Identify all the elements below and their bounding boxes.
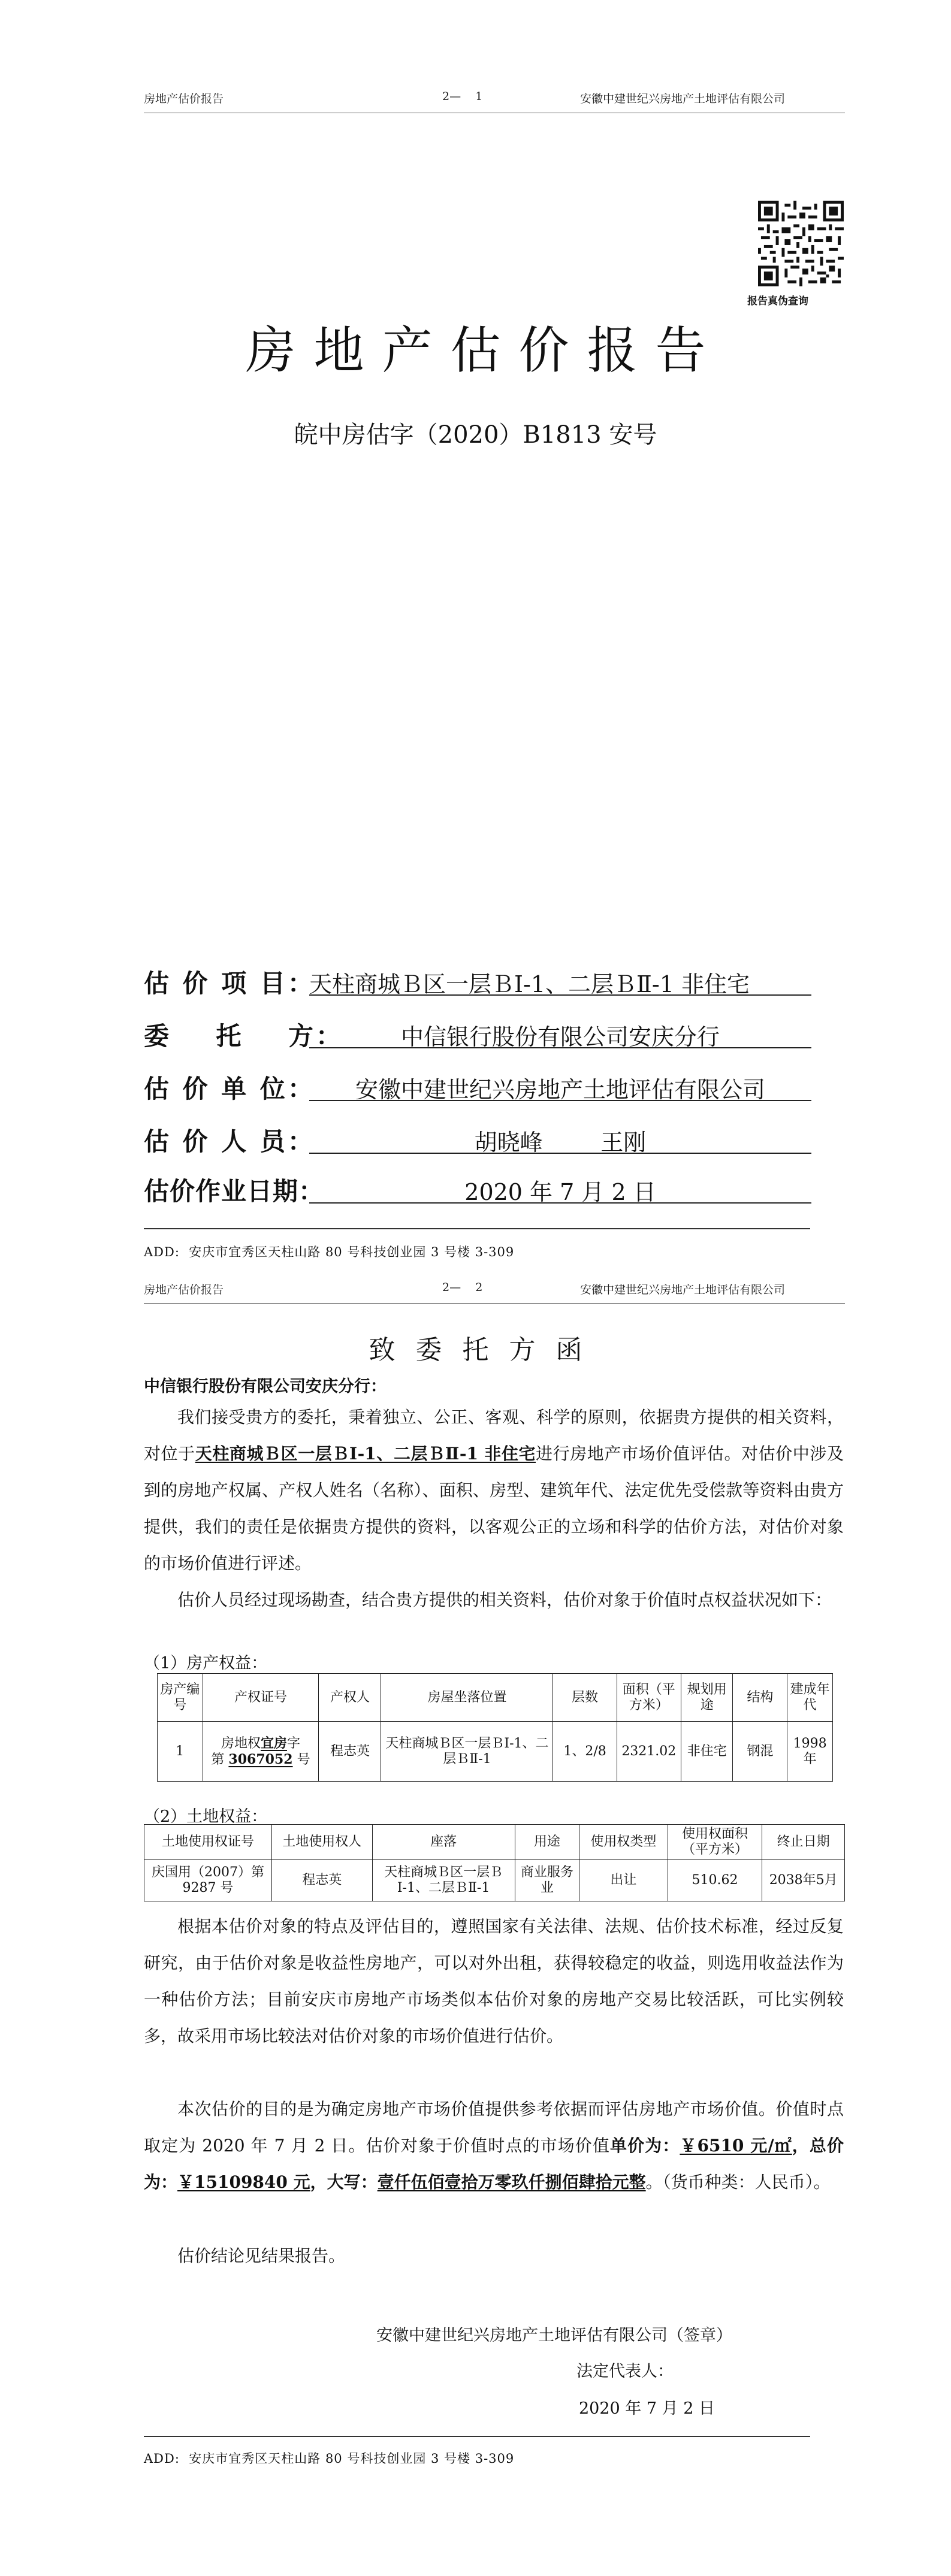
page2-header-rule (144, 1303, 845, 1304)
date-value: 2020 年 7 月 2 日 (464, 1179, 656, 1205)
land-cert: 庆国用（2007）第 9287 号 (144, 1860, 272, 1901)
letter-salutation: 中信银行股份有限公司安庆分行： (144, 1377, 387, 1396)
letter-paragraph-2: 估价人员经过现场勘查，结合贵方提供的相关资料，估价对象于价值时点权益状况如下： (177, 1590, 832, 1610)
land-holder: 程志英 (271, 1860, 372, 1901)
house-structure: 钢混 (733, 1722, 787, 1782)
page2-header-page: 2— 2 (442, 1281, 483, 1294)
house-no: 1 (158, 1722, 203, 1782)
land-location: 天柱商城Ｂ区一层ＢⅠ-1、二层ＢⅡ-1 (372, 1860, 515, 1901)
client-value: 中信银行股份有限公司安庆分行 (400, 1024, 720, 1050)
land-header-cell: 土地使用权证号 (144, 1825, 272, 1860)
p4-text-h: 。（货币种类：人民币）。 (645, 2172, 831, 2192)
report-number: 皖中房估字（2020）B1813 安号 (294, 421, 657, 449)
page1-header-right: 安徽中建世纪兴房地产土地评估有限公司 (580, 92, 786, 105)
house-cert: 房地权宜房字 第 3067052 号 (203, 1722, 319, 1782)
p1-property-name: 天柱商城Ｂ区一层ＢⅠ-1、二层ＢⅡ-1 非住宅 (195, 1444, 536, 1464)
p4-total-label: ，总价为： (144, 2136, 844, 2192)
house-location: 天柱商城Ｂ区一层ＢⅠ-1、二层ＢⅡ-1 (381, 1722, 553, 1782)
appraiser-value: 胡晓峰 王刚 (474, 1129, 647, 1156)
land-header-cell: 终止日期 (762, 1825, 845, 1860)
letter-paragraph-5: 估价结论见结果报告。 (177, 2246, 346, 2266)
client-underline (309, 1047, 811, 1048)
house-header-cell: 房屋坐落位置 (381, 1674, 553, 1722)
house-header-cell: 房产编号 (158, 1674, 203, 1722)
letter-paragraph-4 (144, 2091, 844, 2200)
land-type: 出让 (579, 1860, 668, 1901)
p4-text-a: 本次估价的目的是为确定房地产市场价值提供参考依据而评估房地产市场价值。价值时点取定为 2020 年 7 月 2 日。估价对象于价值时点的市场价值 (144, 2099, 844, 2155)
house-header-cell: 建成年代 (787, 1674, 833, 1722)
qr-caption: 报告真伪查询 (747, 295, 808, 307)
unit-underline (309, 1100, 811, 1101)
house-rights-label: （1）房产权益： (144, 1654, 268, 1673)
date-underline (309, 1202, 811, 1204)
page1-header-left: 房地产估价报告 (144, 92, 224, 105)
page2-header-left: 房地产估价报告 (144, 1283, 224, 1296)
house-header-cell: 规划用途 (681, 1674, 733, 1722)
house-owner: 程志英 (319, 1722, 381, 1782)
letter-paragraph-1 (144, 1399, 844, 1582)
client-label: 委 托 方： (144, 1021, 343, 1051)
land-rights-label: （2）土地权益： (144, 1807, 268, 1826)
page2-header-right: 安徽中建世纪兴房地产土地评估有限公司 (580, 1283, 786, 1296)
page2-footer-rule (144, 2436, 810, 2437)
total-price-capital: 壹仟伍佰壹拾万零玖仟捌佰肆拾元整 (377, 2172, 646, 2192)
sign-date: 2020 年 7 月 2 日 (579, 2399, 715, 2418)
land-rights-table (144, 1824, 845, 1901)
house-area: 2321.02 (617, 1722, 681, 1782)
table-row (144, 1860, 845, 1901)
land-area: 510.62 (668, 1860, 762, 1901)
project-underline (309, 994, 811, 996)
p1-text-a: 我们接受贵方的委托，秉着独立、公正、客观、科学的原则，依据贵方提供的相关资料，对位于 (144, 1407, 844, 1464)
house-header-cell: 结构 (733, 1674, 787, 1722)
land-header-cell: 用途 (515, 1825, 579, 1860)
page1-header-page: 2— 1 (442, 90, 483, 103)
page2-address: ADD: 安庆市宜秀区天柱山路 80 号科技创业园 3 号楼 3-309 (144, 2451, 515, 2466)
date-label: 估价作业日期： (144, 1177, 325, 1206)
land-end-date: 2038年5月 (762, 1860, 845, 1901)
letter-title: 致委托方函 (369, 1335, 603, 1365)
page1-footer-rule (144, 1228, 810, 1229)
letter-paragraph-3: 根据本估价对象的特点及评估目的，遵照国家有关法律、法规、估价技术标准，经过反复研究，由于估价对象是收益性房地产，可以对外出租，获得较稳定的收益，则选用收益法作为一种估价方法；目前安庆市房地产市场类似本估价对象的房地产交易比较活跃，可比实例较多，故采用市场比较法对估价对象的市场价值进行估价。 (144, 1916, 844, 2046)
p4-capital-label: ，大写： (310, 2172, 378, 2192)
unit-value: 安徽中建世纪兴房地产土地评估有限公司 (355, 1077, 765, 1103)
appraiser-label: 估 价 人 员： (144, 1127, 315, 1156)
sign-company: 安徽中建世纪兴房地产土地评估有限公司（签章） (376, 2326, 732, 2345)
house-floors: 1、2/8 (553, 1722, 617, 1782)
qr-code-image[interactable] (758, 201, 844, 286)
land-header-cell: 土地使用权人 (271, 1825, 372, 1860)
sign-representative: 法定代表人： (576, 2362, 674, 2381)
p4-unit-price-label: 单价为： (609, 2136, 680, 2155)
land-header-cell: 使用权面积（平方米） (668, 1825, 762, 1860)
p1-text-c: 进行房地产市场价值评估。对估价中涉及到的房地产权属、产权人姓名（名称）、面积、房型、建筑年代、法定优先受偿款等资料由贵方提供，我们的责任是依据贵方提供的资料，以客观公正的立场和科学的估价方法，对估价对象的市场价值进行评述。 (144, 1444, 844, 1573)
report-title: 房地产估价报告 (245, 321, 724, 380)
house-header-cell: 产权证号 (203, 1674, 319, 1722)
land-header-cell: 座落 (372, 1825, 515, 1860)
land-use: 商业服务业 (515, 1860, 579, 1901)
project-label: 估 价 项 目： (144, 969, 315, 998)
appraiser-underline (309, 1153, 811, 1154)
house-use: 非住宅 (681, 1722, 733, 1782)
land-header-cell: 使用权类型 (579, 1825, 668, 1860)
unit-label: 估 价 单 位： (144, 1074, 315, 1103)
house-year: 1998年 (787, 1722, 833, 1782)
house-header-cell: 层数 (553, 1674, 617, 1722)
project-value: 天柱商城Ｂ区一层ＢⅠ-1、二层ＢⅡ-1 非住宅 (309, 971, 750, 997)
house-header-cell: 面积（平方米） (617, 1674, 681, 1722)
total-price-value: ￥15109840 元 (177, 2172, 310, 2192)
unit-price-value: ￥6510 元/㎡ (680, 2136, 792, 2155)
table-row (158, 1722, 833, 1782)
house-rights-table (157, 1673, 833, 1782)
house-header-cell: 产权人 (319, 1674, 381, 1722)
page1-address: ADD: 安庆市宜秀区天柱山路 80 号科技创业园 3 号楼 3-309 (144, 1245, 515, 1259)
